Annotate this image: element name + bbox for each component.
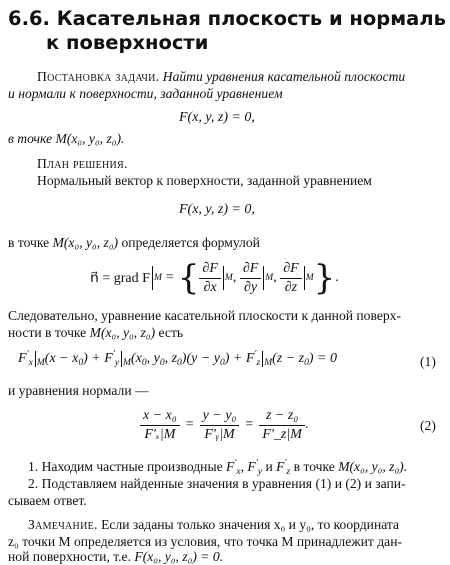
- point-value: M(x₀, y₀, z₀).: [55, 131, 125, 146]
- step-1-and: и: [265, 459, 273, 474]
- remark-text: Если заданы только значения x₀ и y₀, то координата: [101, 517, 400, 532]
- equation-number-1: (1): [420, 354, 436, 369]
- normal-line-equation: $\frac{\text{x − x₀}}{\text{F′ₓ|M}}$ = $\frac{\text{y − y₀}}{\text{F′ᵧ|M}}$ = $\frac{\text{z − z₀}}{F'\_z|M}$ .: [140, 404, 308, 446]
- plan-equation: F(x, y, z) = 0,: [179, 202, 255, 217]
- partial-z: $\frac{\partial F}{\partial z}$: [280, 261, 301, 296]
- point-prefix: в точке: [8, 235, 50, 250]
- point-suffix: определяется формулой: [121, 235, 260, 250]
- normal-intro: и уравнения нормали —: [8, 383, 149, 398]
- step-2: 2. Подставляем найденные значения в уравнения (1) и (2) и запи-: [28, 476, 406, 491]
- problem-label: Постановка задачи.: [37, 69, 160, 84]
- partial-y: $\frac{\partial F}{\partial y}$: [240, 261, 261, 296]
- remark-text-3: ной поверхности, т.е.: [8, 549, 131, 564]
- step-1-text: 1. Находим частные производные: [28, 459, 223, 474]
- tangent-plane-equation: $F'_x$ $_M(x - x_0) + F'_y$ $_M(x_0$, $y_0$, $z_0)(y - y_0) + F'_z$ $_M(z - z_0) = 0$: [18, 349, 337, 369]
- equation-number-2: (2): [420, 418, 436, 433]
- point-prefix: в точке: [8, 131, 53, 146]
- step-2-cont: сываем ответ.: [8, 493, 87, 508]
- remark: [28, 516, 399, 533]
- plan-text: Нормальный вектор к поверхности, заданной уравнением: [37, 173, 372, 188]
- section-heading-cont: к поверхности: [46, 31, 209, 54]
- normal-frac-x: $\frac{\text{x − x₀}}{\text{F′ₓ|M}}$: [140, 408, 180, 443]
- partial-x: $\frac{\partial F}{\partial x}$: [199, 261, 220, 296]
- consequence-line-2: [8, 324, 183, 341]
- remark-line-2: z₀ точки M определяется из условия, что точка M принадлежит дан-: [8, 534, 403, 549]
- consequence-line: Следовательно, уравнение касательной плоскости к данной поверх-: [8, 308, 401, 323]
- normal-frac-z: $\frac{\text{z − z₀}}{F'\_z|M}$: [259, 408, 305, 443]
- section-heading: 6.6. Касательная плоскость и нормаль: [8, 7, 446, 30]
- normal-vector-lhs: n⃗ = grad F: [90, 270, 150, 286]
- problem-text: Найти уравнения касательной плоскости: [162, 69, 406, 84]
- step-1-point: M(x₀, y₀, z₀).: [338, 459, 408, 474]
- consequence-suffix: есть: [158, 325, 184, 340]
- evaluation-bar: [152, 266, 153, 290]
- remark-line-3: [8, 548, 223, 565]
- plan-label: План решения.: [37, 156, 128, 171]
- point-value: M(x₀, y₀, z₀): [89, 325, 156, 340]
- step-1-at: в точке: [293, 459, 335, 474]
- problem-text-cont: и нормали к поверхности, заданной уравнением: [8, 86, 283, 101]
- problem-paragraph: [37, 68, 405, 85]
- normal-vector-formula: n⃗ = grad F M = { $\frac{\partial F}{\partial x}$ M , $\frac{\partial F}{\partial y}$ M , $\frac{\partial F}{\partial z}$ M } .: [90, 258, 339, 298]
- remark-equation: F(x₀, y₀, z₀) = 0.: [134, 549, 224, 564]
- step-1: 1. Находим частные производные $F'_x$, $F'_y$ и $F'_z$ в точке M(x₀, y₀, z₀).: [28, 458, 408, 477]
- remark-label: Замечание.: [28, 517, 98, 532]
- surface-equation: F(x, y, z) = 0,: [179, 110, 255, 125]
- problem-point: [8, 130, 124, 147]
- point-value: M(x₀, y₀, z₀): [52, 235, 119, 250]
- plan-point-line: [8, 234, 260, 251]
- normal-frac-y: $\frac{\text{y − y₀}}{\text{F′ᵧ|M}}$: [200, 408, 240, 443]
- consequence-text: ности в точке: [8, 325, 87, 340]
